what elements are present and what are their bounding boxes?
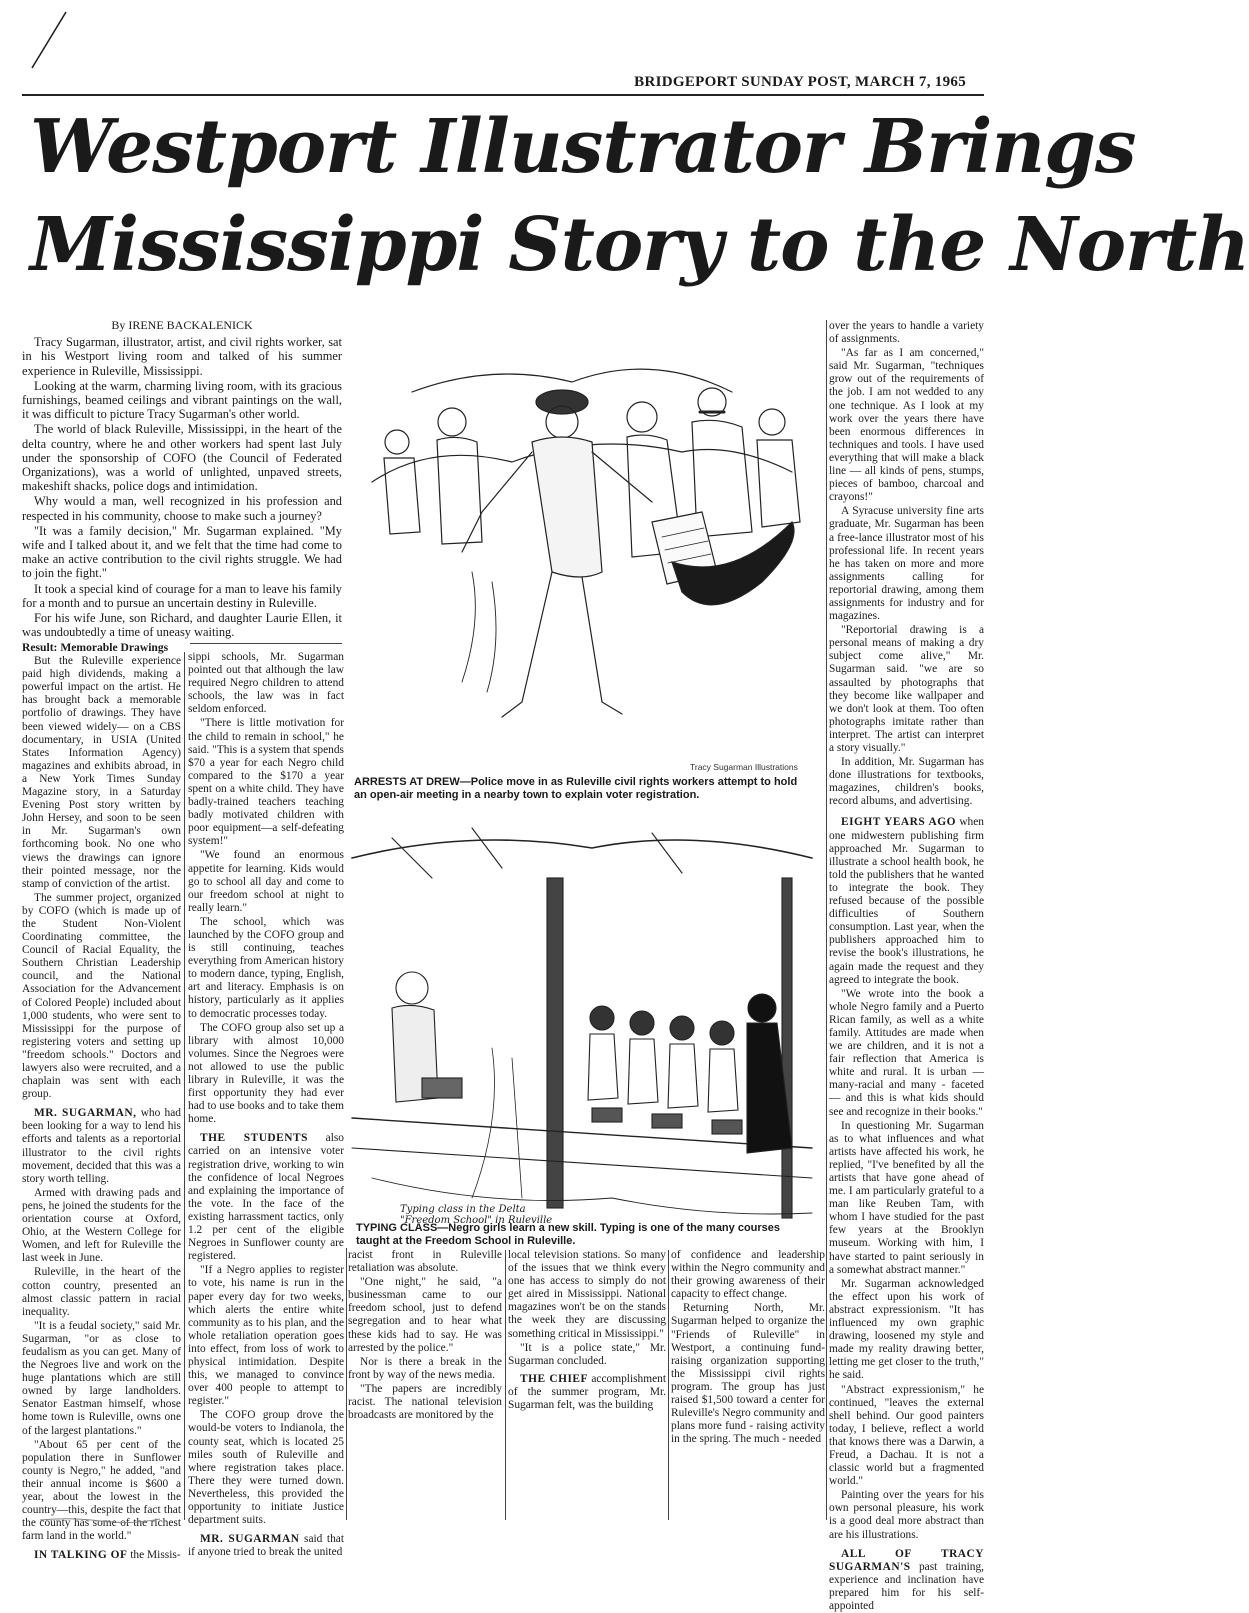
column-rule [826,320,827,1520]
column-rule [346,1248,347,1520]
intro-paragraph: The world of black Ruleville, Mississippi, in the heart of the delta country, where he and other workers had spent last July under the sponsorship of COFO (the Council of Federated Organizations), was a world of unlighted, unpaved streets, makeshift shacks, police dogs and intimidation. [22,422,342,494]
paragraph: "Abstract expressionism," he continued, "leaves the external shell behind. Our good painters today, I believe, reflect a world that knows there was a Darwin, a Freud, a Dachau. It is not a classic world but a fragmented world." [829,1383,984,1488]
paragraph: "About 65 per cent of the population there in Sunflower county is Negro," he added, "and their annual income is $600 a year, about the lowest in the country—this, despite the fact that the county has some of the richest farm land in the world." [22,1438,181,1543]
article-column-6 [829,320,984,1612]
intro-paragraph: Tracy Sugarman, illustrator, artist, and civil rights worker, sat in his Westport living room and talked of his summer experience in Ruleville, Mississippi. [22,335,342,378]
paragraph-text: accomplishment of the summer program, Mr. Sugarman felt, was the building [508,1372,667,1412]
lead-in: EIGHT YEARS AGO [841,816,956,829]
paragraph: The COFO group also set up a library with almost 10,000 volumes. Since the Negroes were not allowed to use the public library in Ruleville, it was the first opportunity they had ever had to use books and to take them home. [188,1021,344,1126]
paragraph: local television stations. So many of the issues that we think every one has access to simply do not get aired in Mississippi. National magazines won't be on the stands the week they are discussing something critical in Mississippi." [508,1249,666,1340]
lead-in: MR. SUGARMAN, [34,1107,137,1120]
caption-lead: ARRESTS AT DREW— [354,776,471,788]
headline-line-2: Mississippi Story to the North [30,202,1249,288]
intro-paragraph: It took a special kind of courage for a man to leave his family for a month and to pursue an uncertain destiny in Ruleville. [22,581,342,610]
paragraph-text: who had been looking for a way to lend his efforts and talents as a reportorial illustrator to the civil rights movement, decided that this was a story worth telling. [22,1107,181,1185]
article-column-3 [348,1249,502,1519]
paragraph: "Reportorial drawing is a personal means of making a dry subject come alive," Mr. Sugarman said. "we are so assaulted by photographs that they become like wallpaper and we don't look at them. Too often photographs imitate rather than interpret. The artist can interpret a story visually." [829,624,984,754]
paragraph: Armed with drawing pads and pens, he joined the students for the orientation course at Oxford, Ohio, at the Western College for Women, and left for Ruleville the last week in June. [22,1186,181,1265]
headline [30,98,1249,294]
paragraph: The summer project, organized by COFO (which is made up of the Student Non-Violent Coordinating committee, the Council of Racial Equality, the Southern Christian Leadership council, and the National Association for the Advancement of Colored People) included about 1,000 students, who were sent to Mississippi for the purpose of registering voters and setting up "freedom schools." Doctors and lawyers also were recruited, and a chaplain was sent with each group. [22,891,181,1101]
paragraph: "As far as I am concerned," said Mr. Sugarman, "techniques grow out of the requirements of the job. I am not wedded to any one technique. As I look at my work over the years there have been enormous differences in techniques and tools. I have used everything that will make a black line — all kinds of pens, stumps, pieces of bamboo, charcoal and crayons!" [829,347,984,504]
paragraph: over the years to handle a variety of assignments. [829,320,984,346]
paragraph: Painting over the years for his own personal pleasure, his work is a good deal more abstract than are his illustrations. [829,1489,984,1541]
paragraph: "We wrote into the book a whole Negro family and a Puerto Rican family, as well as a white family. Attitudes are made when we are children, and it is not a fair reflection that America is white and rural. It is urban — many-racial and many - faceted — and this is what kids should see and recognize in their books." [829,987,984,1118]
byline: By IRENE BACKALENICK [111,318,253,332]
paragraph-text: said that if anyone tried to break the united [188,1533,345,1559]
paragraph: But the Ruleville experience paid high dividends, making a powerful impact on the artist. He has brought back a memorable portfolio of drawings. They have been viewed widely— on a CBS documentary, in USIA (United States Information Agency) magazines and exhibits abroad, in a New York Times Sunday Magazine story, in a Saturday Evening Post story written by John Hersey, and soon to be seen in Mr. Sugarman's own forthcoming book. No one who views the drawings can ignore their pointed message, nor the stamp of conviction of the artist. [22,655,181,890]
paragraph: Nor is there a break in the front by way of the news media. [348,1355,502,1381]
column-rule [190,643,342,644]
paragraph: "If a Negro applies to register to vote, his name is run in the paper every day for two weeks, which alerts the entire white community as to his plan, and the whole retaliation operation goes into effect, from loss of work to physical intimidation. Despite this, we managed to convince over 400 people to attempt to register." [188,1264,344,1408]
paragraph [22,1107,181,1186]
lead-in: MR. SUGARMAN [200,1533,300,1546]
paragraph: of confidence and leadership within the Negro community and their growing awareness of their capacity to effect change. [671,1249,825,1301]
lead-in: THE STUDENTS [200,1132,308,1145]
paragraph-text: when one midwestern publishing firm approached Mr. Sugarman to illustrate a school health book, he told the publishers that he wanted to integrate the book. They refused because of the possible difficulties of Southern consumption. Last year, when the publishers approached him to revise the book's illustrations, he again made the request and they agreed to integrate the book. [829,816,984,986]
intro-paragraph: Why would a man, well recognized in his profession and respected in his community, choose to make such a journey? [22,494,342,523]
typing-class-illustration [352,818,812,1244]
handwritten-caption-line: "Freedom School" in Ruleville [400,1215,553,1226]
intro-paragraph: "It was a family decision," Mr. Sugarman explained. "My wife and I talked about it, and we felt that the time had come to make an active contribution to the civil rights struggle. We had to join the fight." [22,523,342,581]
column-rule [668,1250,669,1520]
paragraph: "There is little motivation for the child to remain in school," he said. "This is a system that spends $70 a year for each Negro child compared to the $170 a year spent on a white child. They have badly-trained teachers teaching badly motivated children with poor equipment—a self-defeating system!" [188,717,344,848]
paragraph: In questioning Mr. Sugarman as to what influences and what artists have affected his work, he replied, "I've benefited by all the artists that have gone ahead of me. I am particularly grateful to a man like Reuben Tam, with whom I have studied for the past few years at the Brooklyn museum. Working with him, I have started to paint seriously in a somewhat abstract manner." [829,1119,984,1276]
arrests-illustration [352,322,812,762]
paragraph: The COFO group drove the would-be voters to Indianola, the county seat, which is located 25 miles south of Ruleville and where registration takes place. There they were turned down. Nevertheless, this provided the opportunity to initiate Justice department suits. [188,1409,344,1527]
caption-lead: TYPING CLASS— [356,1222,449,1234]
column-rule [505,1250,506,1520]
headline-line-1: Westport Illustrator Brings [30,104,1136,190]
paragraph: In addition, Mr. Sugarman has done illustrations for textbooks, magazines, children's books, record albums, and advertising. [829,756,984,808]
masthead-rule [22,94,984,96]
paragraph [22,1549,181,1562]
pencil-slash-mark [28,10,68,70]
paragraph [188,1533,344,1559]
paragraph: Mr. Sugarman acknowledged the effect upon his work of abstract expressionism. "It has influenced my own graphic drawing, loosened my style and made my reality drawing better, letting me get closer to the truth," he said. [829,1277,984,1382]
subhead: Result: Memorable Drawings [22,641,169,654]
illustration-credit: Tracy Sugarman Illustrations [690,762,798,772]
lead-in: IN TALKING OF [34,1549,128,1562]
paragraph-text: the Missis- [127,1549,181,1562]
article-intro [22,318,342,640]
paragraph: Ruleville, in the heart of the cotton country, presented an almost classic pattern in racial inequality. [22,1266,181,1318]
article-column-2 [188,651,345,1559]
paragraph: "We found an enormous appetite for learning. Kids would go to school all day and come to our freedom school at night to really learn." [188,849,344,914]
paragraph-text: also carried on an intensive voter registration drive, working to win the confidence of local Negroes and explaining the importance of the vote. In the face of the existing harrassment tactics, only 1.2 per cent of the eligible Negroes in Sunflower county are registered. [188,1132,344,1263]
paragraph-text: past training, experience and inclination have prepared him for his self-appointed [829,1560,984,1612]
paragraph: A Syracuse university fine arts graduate, Mr. Sugarman has been a free-lance illustrator most of his professional life. In recent years he has taken on more and more assignments calling for reportorial drawing, among them assignments for industry and for magazines. [829,505,984,623]
dateline: BRIDGEPORT SUNDAY POST, MARCH 7, 1965 [634,74,966,90]
paragraph: racist front in Ruleville retaliation was absolute. [348,1249,502,1275]
article-column-4 [508,1249,666,1519]
paragraph: The school, which was launched by the COFO group and is still continuing, teaches everything from American history to modern dance, typing, English, art and literacy. Emphasis is on history, particularly as it applies to democratic processes today. [188,915,344,1020]
caption-text: Negro girls learn a new skill. Typing is one of the many courses taught at the Freedom School in Ruleville. [356,1222,781,1247]
caption-text: Police move in as Ruleville civil rights workers attempt to hold an open-air meeting in a nearby town to explain voter registration. [354,776,798,801]
paragraph: "It is a feudal society," said Mr. Sugarman, "or as close to feudalism as you can get. Many of the Negroes live and work on the huge plantations which are still owned by large landholders. Senator Eastman himself, whose home town is Ruleville, owns one of the largest plantations." [22,1319,181,1437]
lead-in: ALL OF TRACY SUGARMAN'S [829,1547,984,1573]
paragraph [829,1548,984,1613]
paragraph [829,816,984,986]
paragraph: sippi schools, Mr. Sugarman pointed out that although the law required Negro children to attend schools, the law was in fact seldom enforced. [188,651,344,716]
paragraph: "The papers are incredibly racist. The national television broadcasts are monitored by the [348,1382,502,1422]
intro-paragraph: Looking at the warm, charming living room, with its gracious furnishings, beamed ceilings and vibrant paintings on the wall, it was difficult to picture Tracy Sugarman's other world. [22,378,342,422]
column-rule [184,652,185,1520]
typing-caption [356,1222,812,1248]
intro-paragraph: For his wife June, son Richard, and daughter Laurie Ellen, it was undoubtedly a time of uneasy waiting. [22,611,342,640]
handwritten-caption-line: Typing class in the Delta [400,1204,526,1215]
page-edge-smudge [40,1516,160,1524]
paragraph [508,1373,666,1412]
paragraph [188,1132,344,1263]
lead-in: THE CHIEF [520,1372,588,1385]
paragraph: "It is a police state," Mr. Sugarman concluded. [508,1341,666,1367]
article-column-1 [22,641,181,1562]
paragraph: "One night," he said, "a businessman came to our freedom school, just to defend segregation and to hear what these kids had to say. He was arrested by the police." [348,1276,502,1354]
arrests-caption [354,776,812,802]
paragraph: Returning North, Mr. Sugarman helped to organize the "Friends of Ruleville" in Westport, a continuing fund-raising organization supporting the Mississippi civil rights program. The group has just raised $1,500 toward a center for Ruleville's Negro community and plans more fund - raising activity in the spring. The much - needed [671,1302,825,1446]
article-column-5 [671,1249,825,1519]
